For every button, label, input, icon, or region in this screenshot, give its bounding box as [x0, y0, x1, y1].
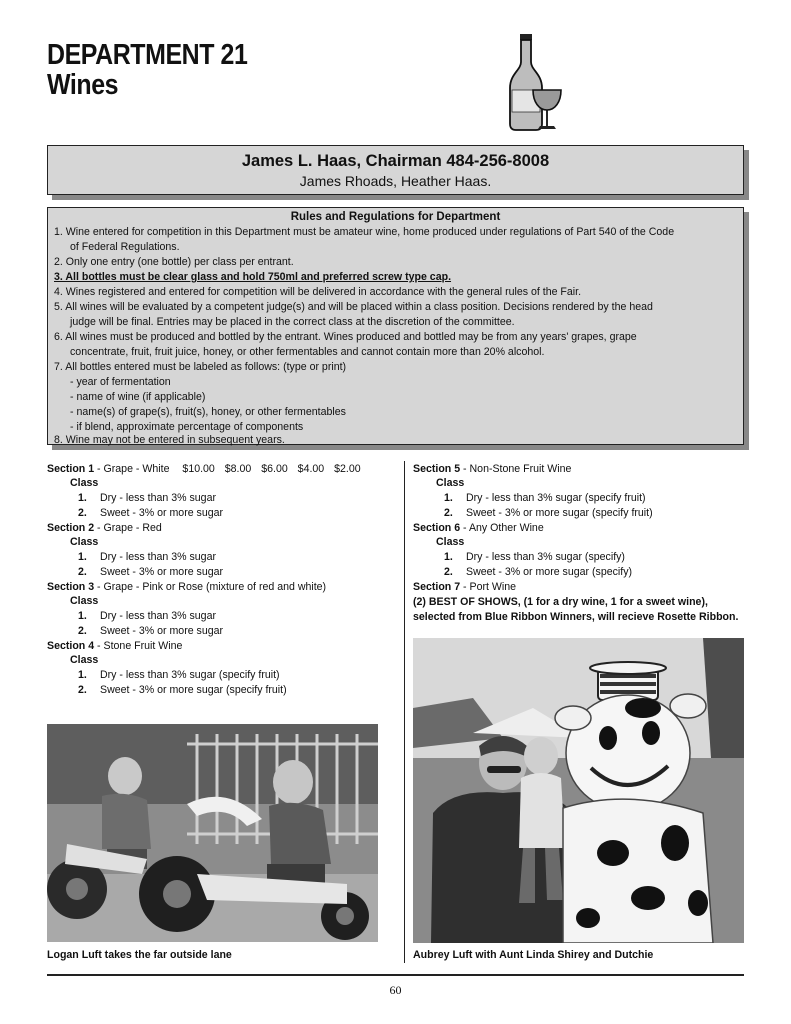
section-3-heading — [47, 580, 326, 595]
item-text: Sweet - 3% or more sugar (specify fruit) — [100, 684, 287, 696]
rule-line: of Federal Regulations. — [70, 241, 180, 253]
mascot-photo-illustration — [413, 638, 744, 943]
item-number: 1. — [78, 551, 87, 563]
item-number: 2. — [444, 566, 453, 578]
item-text: Sweet - 3% or more sugar (specify) — [466, 566, 633, 578]
item-number: 2. — [78, 566, 87, 578]
department-name: Wines — [47, 69, 119, 101]
rules-box — [47, 207, 744, 445]
chairman-line: James L. Haas, Chairman 484-256-8008 — [241, 152, 550, 170]
section-4-heading — [47, 639, 182, 654]
item-number: 2. — [78, 684, 87, 696]
rule-line: 7. All bottles entered must be labeled as follows: (type or print) — [54, 361, 347, 373]
section-label: Section 6 — [413, 522, 461, 534]
rule-line: 1. Wine entered for competition in this Department must be amateur wine, home produced under regulations of Part 540 of the Code — [54, 226, 675, 238]
section-label: Section 7 — [413, 581, 461, 593]
footer-rule — [47, 974, 744, 976]
class-item — [78, 507, 223, 519]
item-number: 1. — [444, 492, 453, 504]
class-item — [78, 684, 287, 696]
prize-amounts: $10.00 $8.00 $6.00 $4.00 $2.00 — [182, 463, 361, 475]
rule-line: - if blend, approximate percentage of components — [70, 421, 304, 433]
item-text: Sweet - 3% or more sugar — [100, 566, 224, 578]
photo-cow-mascot — [413, 638, 744, 943]
class-label: Class — [70, 536, 99, 548]
class-item — [78, 669, 280, 681]
department-title — [47, 40, 247, 100]
assistants-line: James Rhoads, Heather Haas. — [299, 173, 492, 189]
section-7-heading — [413, 580, 516, 595]
page-number: 60 — [389, 983, 402, 997]
section-label: Section 5 — [413, 463, 461, 475]
item-text: Dry - less than 3% sugar — [100, 610, 216, 622]
photo-tricycle-race — [47, 724, 378, 942]
rule-line: - year of fermentation — [70, 376, 171, 388]
section-2-heading — [47, 521, 162, 536]
rule-line: - name of wine (if applicable) — [70, 391, 206, 403]
best-of-shows-line: (2) BEST OF SHOWS, (1 for a dry wine, 1 for a sweet wine), — [413, 596, 708, 608]
section-label: Section 4 — [47, 640, 95, 652]
chair-box — [47, 145, 744, 195]
section-label: Section 2 — [47, 522, 95, 534]
department-number: DEPARTMENT 21 — [47, 39, 248, 71]
class-item — [444, 492, 646, 504]
class-label: Class — [436, 477, 465, 489]
wine-bottle-icon — [506, 32, 562, 136]
item-number: 1. — [78, 610, 87, 622]
item-number: 1. — [78, 669, 87, 681]
section-6-heading — [413, 521, 544, 536]
section-1-heading — [47, 462, 361, 477]
section-label: Section 3 — [47, 581, 95, 593]
item-text: Sweet - 3% or more sugar (specify fruit) — [466, 507, 653, 519]
rule-line: 5. All wines will be evaluated by a competent judge(s) and will be placed within a class position. Decisions rendered by the head — [54, 301, 653, 313]
item-text: Dry - less than 3% sugar — [100, 551, 216, 563]
rule-line: 4. Wines registered and entered for competition will be delivered in accordance with the general rules of the Fair. — [54, 286, 582, 298]
item-text: Sweet - 3% or more sugar — [100, 507, 224, 519]
item-number: 1. — [78, 492, 87, 504]
class-item — [78, 610, 216, 622]
class-label: Class — [70, 477, 99, 489]
item-number: 1. — [444, 551, 453, 563]
item-text: Dry - less than 3% sugar (specify fruit) — [466, 492, 646, 504]
item-number: 2. — [78, 507, 87, 519]
item-text: Sweet - 3% or more sugar — [100, 625, 224, 637]
class-item — [78, 551, 216, 563]
class-item — [444, 507, 653, 519]
rule-line: 2. Only one entry (one bottle) per class per entrant. — [54, 256, 294, 268]
class-item — [444, 551, 625, 563]
rule-line-emphasis: 3. All bottles must be clear glass and hold 750ml and preferred screw type cap. — [54, 271, 452, 283]
class-label: Class — [70, 654, 99, 666]
section-label: Section 1 — [47, 463, 95, 475]
rule-line: concentrate, fruit, fruit juice, honey, or other fermentables and cannot contain more than 20% alcohol. — [70, 346, 545, 358]
section-name: - Grape - Red — [94, 522, 162, 534]
class-label: Class — [436, 536, 465, 548]
section-name: - Port Wine — [460, 581, 517, 593]
section-name: - Non-Stone Fruit Wine — [460, 463, 572, 475]
class-item — [78, 492, 216, 504]
section-5-heading — [413, 462, 571, 477]
item-text: Dry - less than 3% sugar (specify fruit) — [100, 669, 280, 681]
column-divider — [404, 461, 405, 963]
item-text: Dry - less than 3% sugar (specify) — [466, 551, 625, 563]
class-item — [78, 566, 223, 578]
rule-line: - name(s) of grape(s), fruit(s), honey, or other fermentables — [70, 406, 346, 418]
rule-line: 6. All wines must be produced and bottled by the entrant. Wines produced and bottled may be from any years' grapes, grape — [54, 331, 637, 343]
rule-line: 8. Wine may not be entered in subsequent years. — [54, 434, 285, 446]
item-text: Dry - less than 3% sugar — [100, 492, 216, 504]
tricycle-photo-illustration — [47, 724, 378, 942]
right-photo-caption: Aubrey Luft with Aunt Linda Shirey and Dutchie — [413, 949, 654, 961]
section-name: - Grape - Pink or Rose (mixture of red and white) — [94, 581, 327, 593]
class-item — [78, 625, 223, 637]
class-item — [444, 566, 632, 578]
rules-heading: Rules and Regulations for Department — [290, 211, 501, 223]
left-photo-caption: Logan Luft takes the far outside lane — [47, 949, 232, 961]
section-name: - Grape - White — [94, 463, 170, 475]
section-name: - Any Other Wine — [460, 522, 544, 534]
rule-line: judge will be final. Entries may be placed in the correct class at the discretion of the committee. — [70, 316, 515, 328]
best-of-shows-line: selected from Blue Ribbon Winners, will recieve Rosette Ribbon. — [413, 611, 739, 623]
section-name: - Stone Fruit Wine — [94, 640, 183, 652]
class-label: Class — [70, 595, 99, 607]
item-number: 2. — [78, 625, 87, 637]
item-number: 2. — [444, 507, 453, 519]
